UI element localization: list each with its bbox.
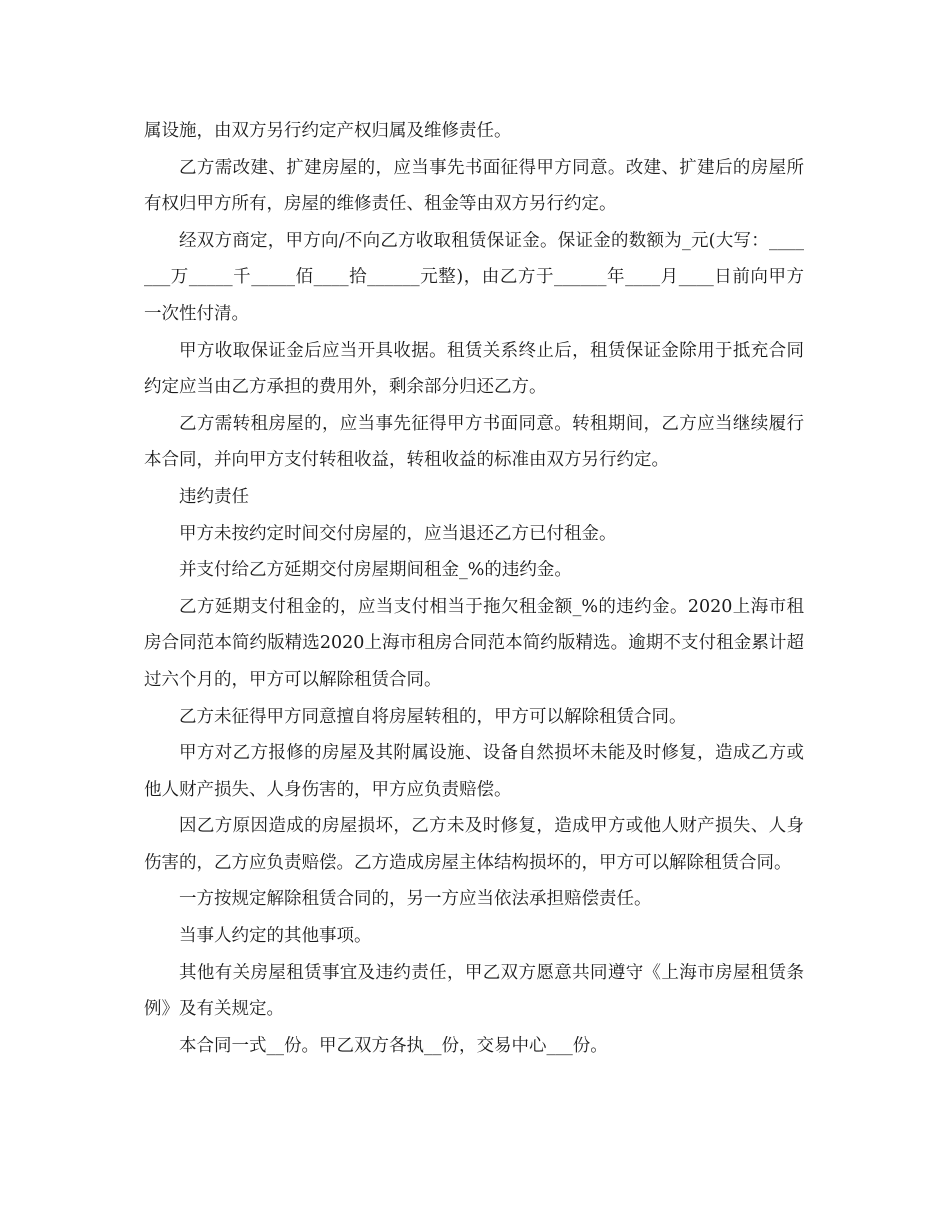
- paragraph: 乙方需转租房屋的，应当事先征得甲方书面同意。转租期间，乙方应当继续履行本合同，并向甲方支付转租收益，转租收益的标准由双方另行约定。: [144, 413, 804, 471]
- paragraph: 甲方收取保证金后应当开具收据。租赁关系终止后，租赁保证金除用于抵充合同约定应当由乙方承担的费用外，剩余部分归还乙方。: [144, 340, 804, 398]
- paragraph: 其他有关房屋租赁事宜及违约责任，甲乙双方愿意共同遵守《上海市房屋租赁条例》及有关规定。: [144, 962, 804, 1020]
- paragraph: 本合同一式__份。甲乙双方各执__份，交易中心___份。: [179, 1035, 608, 1056]
- paragraph: 因乙方原因造成的房屋损坏，乙方未及时修复，造成甲方或他人财产损失、人身伤害的，乙方应负责赔偿。乙方造成房屋主体结构损坏的，甲方可以解除租赁合同。: [144, 816, 804, 873]
- paragraph: 当事人约定的其他事项。: [179, 926, 372, 947]
- paragraph: 乙方延期支付租金的，应当支付相当于拖欠租金额_%的违约金。2020上海市租房合同范本简约版精选2020上海市租房合同范本简约版精选。逾期不支付租金累计超过六个月的，甲方可以解除租赁合同。: [144, 596, 804, 690]
- paragraph: 属设施，由双方另行约定产权归属及维修责任。: [144, 121, 512, 141]
- paragraph: 乙方未征得甲方同意擅自将房屋转租的，甲方可以解除租赁合同。: [179, 706, 687, 727]
- section-heading: 违约责任: [179, 486, 249, 507]
- document-body: [144, 113, 804, 1064]
- paragraph: 一方按规定解除租赁合同的，另一方应当依法承担赔偿责任。: [179, 889, 652, 910]
- paragraph: 并支付给乙方延期交付房屋期间租金_%的违约金。: [179, 560, 572, 581]
- paragraph: 甲方对乙方报修的房屋及其附属设施、设备自然损坏未能及时修复，造成乙方或他人财产损失、人身伤害的，甲方应负责赔偿。: [144, 743, 804, 800]
- paragraph: 乙方需改建、扩建房屋的，应当事先书面征得甲方同意。改建、扩建后的房屋所有权归甲方所有，房屋的维修责任、租金等由双方另行约定。: [144, 157, 804, 215]
- paragraph: 甲方未按约定时间交付房屋的，应当退还乙方已付租金。: [179, 523, 617, 544]
- paragraph: 经双方商定，甲方向/不向乙方收取租赁保证金。保证金的数额为_元(大写：_______万_____千_____佰____拾______元整)，由乙方于______年____月____日前向甲方一次性付清。: [144, 230, 804, 324]
